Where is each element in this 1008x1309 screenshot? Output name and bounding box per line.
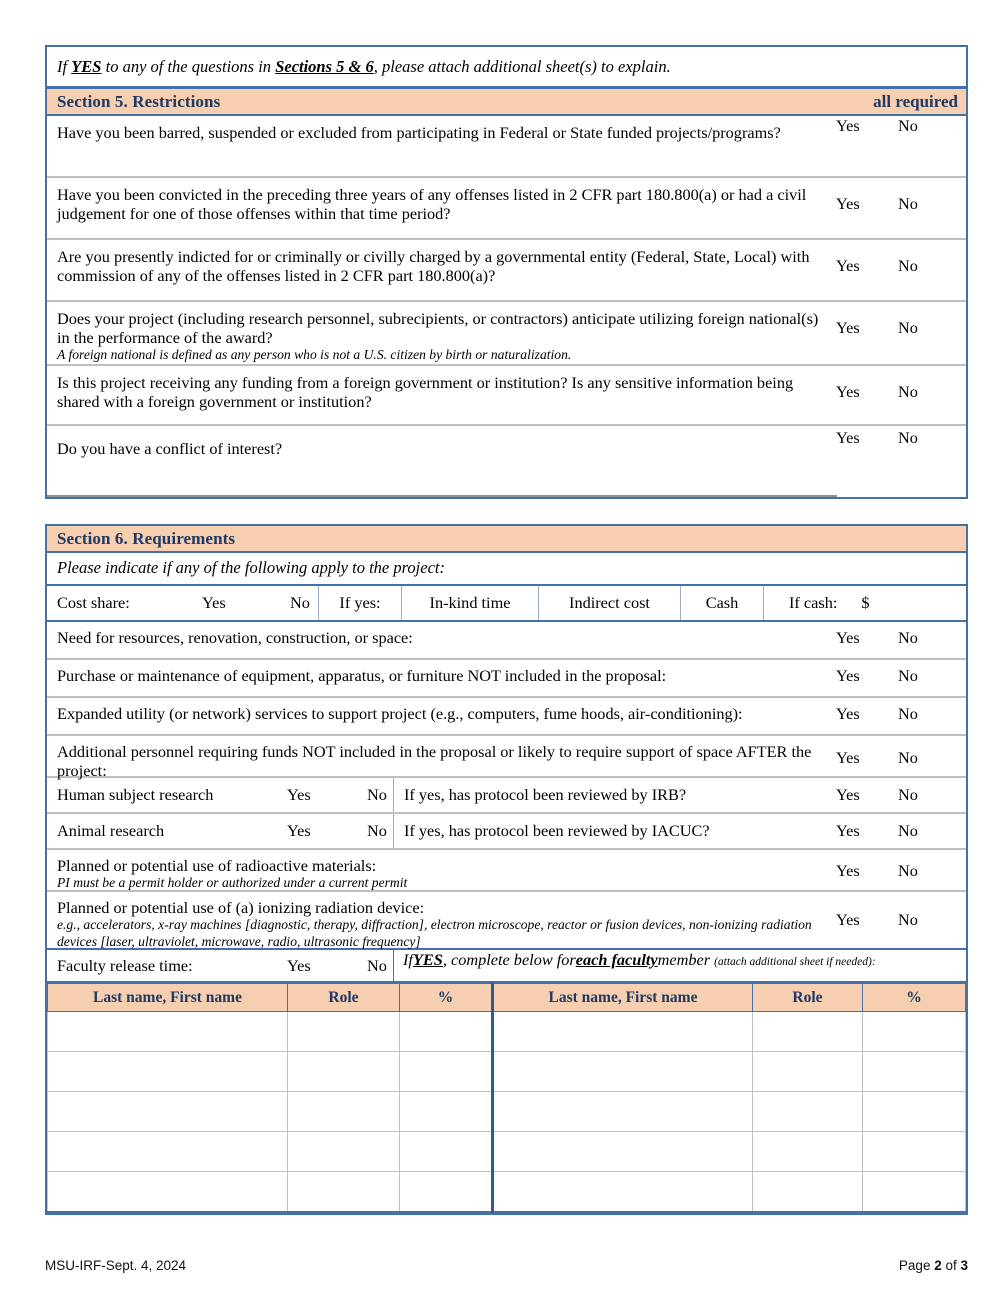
yes-option[interactable]: Yes bbox=[836, 861, 860, 880]
intro-prefix: If bbox=[57, 56, 72, 76]
col-percent-1: % bbox=[400, 984, 493, 1012]
question-answer-group[interactable] bbox=[836, 302, 966, 338]
section6-body bbox=[45, 553, 968, 1215]
section6-title: Section 6. Requirements bbox=[57, 528, 236, 548]
ionizing-radiation-subtext: e.g., accelerators, x-ray machines [diagnostic, therapy, diffraction], electron microscope, reactor or fusion devices, non-ionizing radiation devices [laser, ultraviolet, microwave, radio, ultrasonic frequency] bbox=[57, 917, 812, 949]
requirement-answer-group[interactable] bbox=[836, 736, 966, 768]
section5-title: Section 5. Restrictions bbox=[57, 91, 221, 111]
cell-percent-2[interactable] bbox=[863, 1052, 966, 1092]
requirement-row bbox=[47, 736, 966, 781]
cell-name-1[interactable] bbox=[48, 1012, 288, 1052]
iacuc-answer-group[interactable] bbox=[836, 814, 966, 848]
cost-share-if-yes-label: If yes: bbox=[319, 586, 402, 620]
col-last-first-name-2: Last name, First name bbox=[493, 984, 753, 1012]
yes-option[interactable]: Yes bbox=[836, 910, 860, 929]
question-row bbox=[47, 302, 966, 366]
cell-role-2[interactable] bbox=[753, 1092, 863, 1132]
instruction-post: member bbox=[657, 950, 711, 969]
footer-total-pages: 3 bbox=[960, 1258, 968, 1273]
requirement-answer-group[interactable] bbox=[836, 622, 966, 648]
cost-share-in-kind-option[interactable]: In-kind time bbox=[402, 586, 539, 620]
cell-percent-1[interactable] bbox=[400, 1092, 493, 1132]
no-option[interactable]: No bbox=[898, 382, 918, 401]
faculty-release-label-cell bbox=[47, 950, 394, 981]
cell-percent-2[interactable] bbox=[863, 1132, 966, 1172]
no-option[interactable]: No bbox=[367, 821, 387, 840]
cell-name-1[interactable] bbox=[48, 1172, 288, 1212]
question-text bbox=[47, 302, 836, 370]
table-header-row bbox=[48, 984, 966, 1012]
instruction-each-faculty-emphasis: each faculty bbox=[575, 950, 658, 969]
footer-page-number bbox=[899, 1258, 968, 1273]
requirement-row bbox=[47, 660, 966, 698]
intro-instruction-box bbox=[45, 45, 968, 87]
table-row bbox=[48, 1012, 966, 1052]
cell-role-1[interactable] bbox=[288, 1132, 400, 1172]
no-option[interactable]: No bbox=[898, 428, 918, 447]
radioactive-materials-main: Planned or potential use of radioactive materials: bbox=[57, 856, 377, 875]
ionizing-radiation-text bbox=[47, 892, 836, 956]
cell-role-2[interactable] bbox=[753, 1012, 863, 1052]
section6-header bbox=[45, 524, 968, 553]
cell-role-1[interactable] bbox=[288, 1092, 400, 1132]
cost-share-label: Cost share: bbox=[57, 593, 130, 612]
yes-option[interactable]: Yes bbox=[836, 666, 860, 685]
faculty-release-instruction bbox=[394, 950, 966, 981]
question-text: Have you been convicted in the preceding three years of any offenses listed in 2 CFR part 180.800(a) or had a civil judgement for one of those offenses within that time period? bbox=[57, 185, 807, 224]
intro-yes-emphasis: YES bbox=[71, 56, 102, 76]
no-option[interactable]: No bbox=[898, 910, 918, 929]
table-row bbox=[48, 1172, 966, 1212]
question-row bbox=[47, 240, 966, 302]
faculty-release-time-row bbox=[47, 950, 966, 983]
cell-percent-1[interactable] bbox=[400, 1012, 493, 1052]
cell-percent-1[interactable] bbox=[400, 1132, 493, 1172]
cost-share-if-cash-cell bbox=[764, 586, 964, 620]
animal-research-cell bbox=[47, 814, 394, 848]
yes-option[interactable]: Yes bbox=[836, 382, 860, 401]
faculty-release-table bbox=[47, 983, 966, 1213]
no-option[interactable]: No bbox=[898, 116, 918, 135]
yes-option[interactable]: Yes bbox=[287, 955, 311, 975]
no-option[interactable]: No bbox=[898, 785, 918, 804]
question-text: Have you been barred, suspended or excluded from participating in Federal or State funded projects/programs? bbox=[57, 123, 781, 142]
table-row bbox=[48, 1132, 966, 1172]
footer-page-mid: of bbox=[941, 1258, 961, 1273]
requirement-text: Need for resources, renovation, construction, or space: bbox=[57, 628, 413, 647]
table-row bbox=[48, 1092, 966, 1132]
human-subject-research-label: Human subject research bbox=[57, 785, 214, 804]
no-option[interactable]: No bbox=[898, 628, 918, 647]
cost-share-cash-option[interactable]: Cash bbox=[681, 586, 764, 620]
radioactive-answer-group[interactable] bbox=[836, 850, 966, 881]
yes-option[interactable]: Yes bbox=[836, 194, 860, 213]
cost-share-indirect-option[interactable]: Indirect cost bbox=[539, 586, 681, 620]
cell-role-1[interactable] bbox=[288, 1012, 400, 1052]
footer-page-prefix: Page bbox=[898, 1258, 935, 1273]
cost-share-row bbox=[47, 586, 966, 622]
partial-rule bbox=[47, 495, 837, 497]
irb-question-text: If yes, has protocol been reviewed by IRB? bbox=[404, 785, 687, 804]
col-percent-2: % bbox=[863, 984, 966, 1012]
split-requirement-row bbox=[47, 778, 966, 814]
faculty-table-body bbox=[48, 1012, 966, 1212]
requirement-text: Purchase or maintenance of equipment, apparatus, or furniture NOT included in the proposal: bbox=[57, 666, 667, 685]
no-option[interactable]: No bbox=[898, 821, 918, 840]
requirement-text: Additional personnel requiring funds NOT included in the proposal or likely to require support of space AFTER the project: bbox=[57, 742, 812, 781]
question-answer-group[interactable] bbox=[836, 240, 966, 276]
question-answer-group[interactable] bbox=[836, 116, 966, 136]
ionizing-answer-group[interactable] bbox=[836, 892, 966, 930]
requirement-text: Expanded utility (or network) services to support project (e.g., computers, fume hoods, air-conditioning): bbox=[57, 704, 743, 723]
cell-role-2[interactable] bbox=[753, 1052, 863, 1092]
yes-option[interactable]: Yes bbox=[836, 428, 860, 447]
section-gap bbox=[45, 499, 968, 524]
cell-role-2[interactable] bbox=[753, 1132, 863, 1172]
no-option[interactable]: No bbox=[898, 861, 918, 880]
yes-option[interactable]: Yes bbox=[836, 116, 860, 135]
page-footer bbox=[45, 1258, 968, 1273]
question-text: Are you presently indicted for or criminally or civilly charged by a governmental entity (Federal, State, Local) with commission of any of the offenses listed in 2 CFR part 180.800(a)? bbox=[57, 247, 810, 286]
split-requirement-row bbox=[47, 814, 966, 850]
faculty-release-label: Faculty release time: bbox=[57, 955, 193, 975]
no-option[interactable]: No bbox=[898, 748, 918, 767]
intro-suffix: , please attach additional sheet(s) to explain. bbox=[373, 56, 671, 76]
requirement-row bbox=[47, 622, 966, 660]
cell-name-2[interactable] bbox=[493, 1012, 753, 1052]
ionizing-radiation-row bbox=[47, 892, 966, 950]
ionizing-radiation-main: Planned or potential use of (a) ionizing radiation device: bbox=[57, 898, 425, 917]
radioactive-materials-subtext: PI must be a permit holder or authorized under a current permit bbox=[57, 875, 408, 891]
cell-name-2[interactable] bbox=[493, 1132, 753, 1172]
yes-option[interactable]: Yes bbox=[287, 821, 311, 840]
cell-name-1[interactable] bbox=[48, 1052, 288, 1092]
yes-option[interactable]: Yes bbox=[836, 628, 860, 647]
col-role-2: Role bbox=[753, 984, 863, 1012]
footer-current-page: 2 bbox=[934, 1258, 942, 1273]
cell-name-1[interactable] bbox=[48, 1132, 288, 1172]
col-role-1: Role bbox=[288, 984, 400, 1012]
irb-answer-group[interactable] bbox=[836, 778, 966, 812]
section6-instruction: Please indicate if any of the following apply to the project: bbox=[47, 553, 966, 586]
no-option[interactable]: No bbox=[898, 318, 918, 337]
cell-role-1[interactable] bbox=[288, 1172, 400, 1212]
section5-questions bbox=[45, 116, 968, 499]
yes-option[interactable]: Yes bbox=[836, 748, 860, 767]
question-row bbox=[47, 116, 966, 178]
yes-option[interactable]: Yes bbox=[836, 256, 860, 275]
no-option[interactable]: No bbox=[898, 704, 918, 723]
intro-sections-emphasis: Sections 5 & 6 bbox=[275, 56, 374, 76]
instruction-yes-emphasis: YES bbox=[412, 950, 443, 969]
question-text: Do you have a conflict of interest? bbox=[57, 439, 283, 458]
instruction-mid: , complete below for bbox=[442, 950, 576, 969]
cost-share-label-cell bbox=[47, 586, 319, 620]
instruction-pre: If bbox=[403, 950, 413, 969]
cell-role-2[interactable] bbox=[753, 1172, 863, 1212]
cost-share-if-cash-label: If cash: bbox=[789, 593, 838, 612]
cell-percent-1[interactable] bbox=[400, 1172, 493, 1212]
cell-percent-2[interactable] bbox=[863, 1092, 966, 1132]
no-option[interactable]: No bbox=[898, 194, 918, 213]
animal-research-label: Animal research bbox=[57, 821, 165, 840]
human-subject-research-cell bbox=[47, 778, 394, 812]
requirement-row bbox=[47, 698, 966, 736]
col-last-first-name-1: Last name, First name bbox=[48, 984, 288, 1012]
cell-name-2[interactable] bbox=[493, 1092, 753, 1132]
cell-percent-2[interactable] bbox=[863, 1172, 966, 1212]
yes-option[interactable]: Yes bbox=[836, 785, 860, 804]
instruction-attachment-note: (attach additional sheet if needed): bbox=[714, 956, 876, 968]
yes-option[interactable]: Yes bbox=[836, 318, 860, 337]
no-option[interactable]: No bbox=[367, 785, 387, 804]
table-row bbox=[48, 1052, 966, 1092]
cell-name-1[interactable] bbox=[48, 1092, 288, 1132]
yes-option[interactable]: Yes bbox=[287, 785, 311, 804]
no-option[interactable]: No bbox=[367, 955, 387, 975]
requirement-answer-group[interactable] bbox=[836, 660, 966, 686]
cell-name-2[interactable] bbox=[493, 1172, 753, 1212]
question-answer-group[interactable] bbox=[836, 366, 966, 402]
yes-option[interactable]: Yes bbox=[836, 821, 860, 840]
no-option[interactable]: No bbox=[898, 256, 918, 275]
radioactive-materials-row bbox=[47, 850, 966, 892]
cost-share-no-option[interactable]: No bbox=[290, 593, 310, 612]
iacuc-question-text: If yes, has protocol been reviewed by IACUC? bbox=[404, 821, 710, 840]
question-row bbox=[47, 366, 966, 426]
section5-required-note: all required bbox=[873, 91, 958, 111]
cell-name-2[interactable] bbox=[493, 1052, 753, 1092]
question-answer-group[interactable] bbox=[836, 178, 966, 214]
yes-option[interactable]: Yes bbox=[836, 704, 860, 723]
cell-percent-1[interactable] bbox=[400, 1052, 493, 1092]
dollar-sign: $ bbox=[861, 593, 870, 612]
cell-percent-2[interactable] bbox=[863, 1012, 966, 1052]
no-option[interactable]: No bbox=[898, 666, 918, 685]
intro-instruction-text bbox=[57, 57, 671, 77]
radioactive-materials-text bbox=[47, 850, 836, 898]
question-main-text: Does your project (including research personnel, subrecipients, or contractors) anticipate utilizing foreign national(s) in the performance of the award? bbox=[57, 309, 819, 348]
question-subtext: A foreign national is defined as any person who is not a U.S. citizen by birth or naturalization. bbox=[57, 347, 572, 363]
question-text: Is this project receiving any funding from a foreign government or institution? Is any sensitive information being shared with a foreign government or institution? bbox=[57, 373, 794, 412]
cell-role-1[interactable] bbox=[288, 1052, 400, 1092]
question-row bbox=[47, 426, 966, 497]
question-answer-group[interactable] bbox=[836, 426, 966, 448]
form-page bbox=[45, 45, 968, 1215]
intro-mid: to any of the questions in bbox=[101, 56, 276, 76]
footer-form-id: MSU-IRF-Sept. 4, 2024 bbox=[45, 1258, 187, 1273]
question-row bbox=[47, 178, 966, 240]
cost-share-yes-option[interactable]: Yes bbox=[202, 593, 226, 612]
requirement-answer-group[interactable] bbox=[836, 698, 966, 724]
section5-header bbox=[45, 87, 968, 116]
